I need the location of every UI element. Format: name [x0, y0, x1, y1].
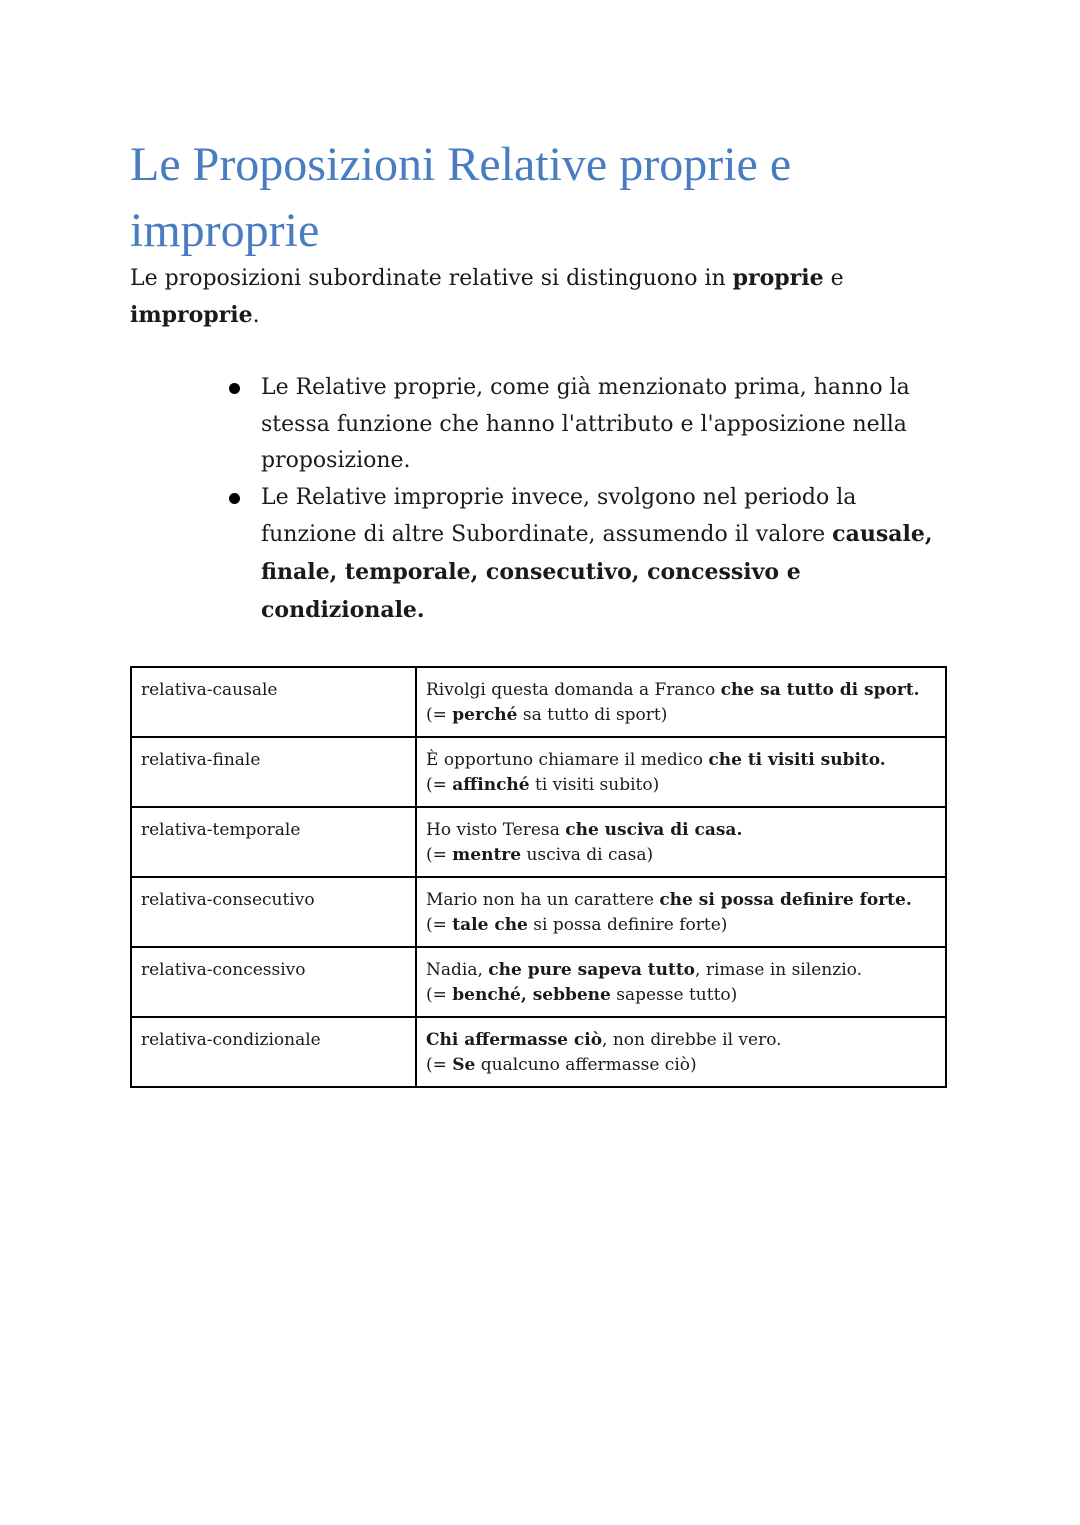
paraphrase-text: (= [426, 984, 453, 1005]
page-title: Le Proposizioni Relative proprie e improprie [130, 138, 792, 257]
example-bold: Chi affermasse ciò [426, 1030, 603, 1050]
table-row [131, 947, 946, 1017]
intro-text: Le proposizioni subordinate relative si distinguono in [130, 266, 733, 291]
example-bold: che usciva di casa. [565, 820, 743, 840]
bullet-bold-values: causale, finale, temporale, consecutivo, concessivo e condizionale. [261, 521, 933, 623]
table-row [131, 807, 946, 877]
example-text: , rimase in silenzio. [695, 960, 862, 980]
bullet-dot-icon [229, 493, 240, 504]
paraphrase-text: ti visiti subito) [529, 774, 660, 795]
bullet-text: Le Relative proprie, come già menzionato prima, hanno la stessa funzione che hanno l'attributo e l'apposizione nella proposizione. [261, 375, 910, 474]
paraphrase-bold: perché [452, 704, 518, 725]
example-text: Ho visto Teresa [426, 820, 566, 840]
paraphrase-text: sa tutto di sport) [517, 704, 668, 725]
paraphrase-bold: Se [452, 1054, 476, 1075]
example-text: , non direbbe il vero. [602, 1030, 782, 1050]
example-bold: che sa tutto di sport. [720, 680, 920, 700]
paraphrase-text: (= [426, 844, 453, 865]
example-cell [416, 947, 946, 1017]
paraphrase-bold: tale che [452, 914, 528, 935]
intro-conjunction: e [823, 266, 844, 291]
example-cell [416, 807, 946, 877]
relative-type-cell: relativa-concessivo [131, 947, 416, 1017]
relative-type-cell: relativa-finale [131, 737, 416, 807]
example-text: Rivolgi questa domanda a Franco [426, 680, 721, 700]
table-row [131, 737, 946, 807]
paraphrase-text: qualcuno affermasse ciò) [475, 1054, 697, 1075]
intro-bold-improprie: improprie [130, 302, 253, 328]
example-cell [416, 877, 946, 947]
example-text: Nadia, [426, 960, 489, 980]
example-cell [416, 737, 946, 807]
table-row [131, 1017, 946, 1087]
paraphrase-bold: benché, sebbene [452, 984, 611, 1005]
relative-type-cell: relativa-temporale [131, 807, 416, 877]
bullet-item-proprie [261, 370, 951, 480]
paraphrase-text: (= [426, 1054, 453, 1075]
paraphrase-text: sapesse tutto) [610, 984, 738, 1005]
example-text: Mario non ha un carattere [426, 890, 660, 910]
paraphrase-text: usciva di casa) [521, 844, 654, 865]
example-bold: che ti visiti subito. [708, 750, 886, 770]
paraphrase-text: (= [426, 774, 453, 795]
bullet-list [261, 370, 951, 629]
paraphrase-bold: affinché [452, 774, 530, 795]
bullet-dot-icon [229, 383, 240, 394]
example-cell [416, 1017, 946, 1087]
bullet-item-improprie [261, 480, 951, 629]
paraphrase-bold: mentre [452, 844, 522, 865]
table-row [131, 667, 946, 737]
example-cell [416, 667, 946, 737]
intro-paragraph [130, 260, 930, 334]
paraphrase-text: (= [426, 914, 453, 935]
relative-types-table [130, 666, 947, 1088]
intro-period: . [252, 303, 260, 328]
relative-type-cell: relativa-causale [131, 667, 416, 737]
relative-type-cell: relativa-condizionale [131, 1017, 416, 1087]
bullet-text: Le Relative improprie invece, svolgono nel periodo la funzione di altre Subordinate, assumendo il valore [261, 484, 857, 548]
relative-type-cell: relativa-consecutivo [131, 877, 416, 947]
paraphrase-text: (= [426, 704, 453, 725]
example-bold: che pure sapeva tutto [488, 960, 696, 980]
intro-bold-proprie: proprie [732, 265, 824, 291]
table-row [131, 877, 946, 947]
example-text: È opportuno chiamare il medico [426, 750, 709, 770]
paraphrase-text: si possa definire forte) [527, 914, 728, 935]
example-bold: che si possa definire forte. [659, 890, 912, 910]
